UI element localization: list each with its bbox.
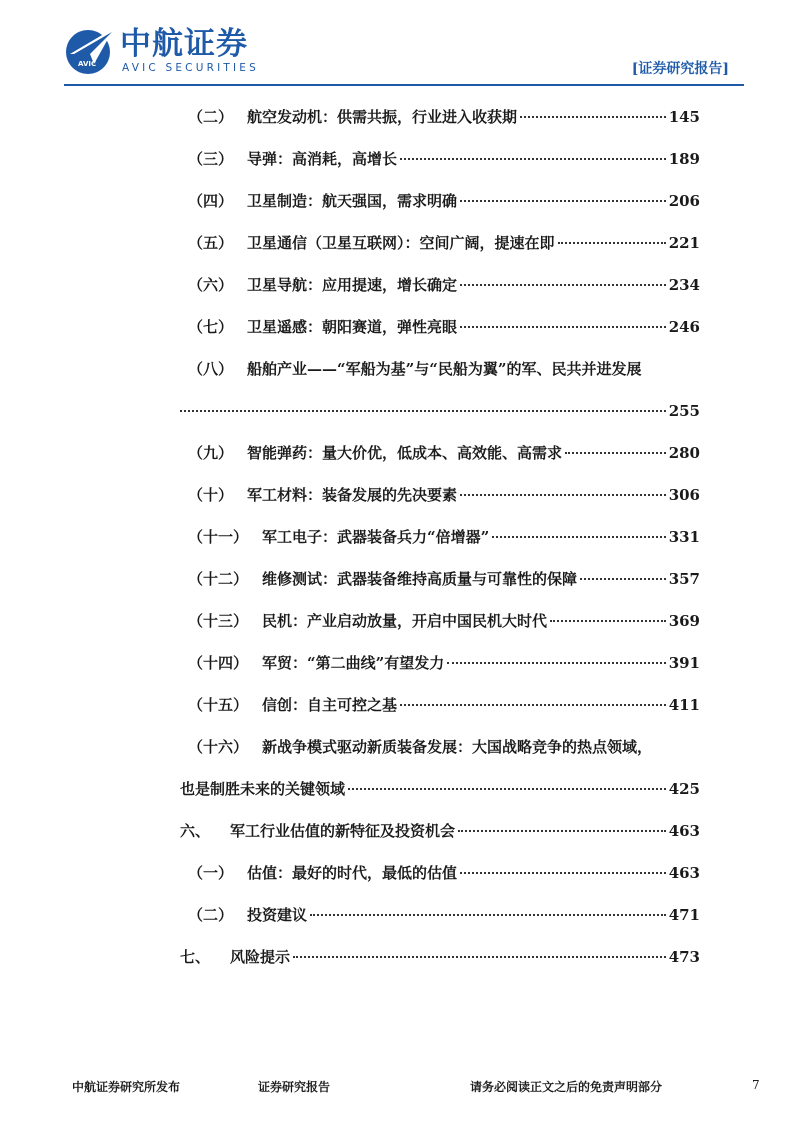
toc-entry[interactable]: [180, 894, 700, 936]
toc-entry[interactable]: [180, 474, 700, 516]
toc-entry-page: 145: [668, 108, 700, 126]
toc-dot-leader: [180, 410, 666, 412]
company-logo: [64, 22, 274, 78]
toc-entry-number: （二）: [188, 906, 234, 924]
toc-entry-number: （六）: [188, 276, 234, 294]
toc-dot-leader: [550, 620, 666, 622]
toc-dot-leader: [520, 116, 666, 118]
toc-entry-title: 船舶产业——“军船为基”与“民船为翼”的军、民共并进发展: [247, 360, 642, 378]
toc-dot-leader: [400, 158, 666, 160]
toc-entry[interactable]: [180, 348, 700, 390]
toc-dot-leader: [565, 452, 666, 454]
toc-entry-number: （十一）: [188, 528, 249, 546]
toc-entry-page: 234: [668, 276, 700, 294]
toc-dot-leader: [460, 284, 666, 286]
toc-dot-leader: [580, 578, 666, 580]
toc-dot-leader: [293, 956, 666, 958]
toc-entry-page: 331: [668, 528, 700, 546]
footer-doc-type: 证券研究报告: [258, 1080, 331, 1094]
toc-dot-leader: [558, 242, 666, 244]
toc-dot-leader: [310, 914, 666, 916]
toc-entry[interactable]: [180, 390, 700, 432]
toc-entry[interactable]: [180, 810, 700, 852]
toc-dot-leader: [447, 662, 665, 664]
toc-dot-leader: [460, 872, 666, 874]
toc-entry-number: （八）: [188, 360, 234, 378]
toc-entry-number: 六、: [180, 822, 211, 840]
toc-entry-number: （十三）: [188, 612, 249, 630]
toc-entry-page: 471: [668, 906, 700, 924]
toc-entry[interactable]: [180, 264, 700, 306]
toc-entry-page: 246: [668, 318, 700, 336]
toc-entry-title: 风险提示: [230, 948, 291, 966]
toc-entry-number: （五）: [188, 234, 234, 252]
toc-entry-page: 189: [668, 150, 700, 168]
toc-entry-page: 473: [668, 948, 700, 966]
toc-entry[interactable]: [180, 138, 700, 180]
toc-entry-number: （一）: [188, 864, 234, 882]
toc-dot-leader: [460, 326, 666, 328]
toc-entry-number: （十二）: [188, 570, 249, 588]
toc-entry-title: 估值：最好的时代，最低的估值: [247, 864, 458, 882]
page-footer: [0, 1072, 802, 1102]
toc-entry-page: 369: [668, 612, 700, 630]
toc-entry-title: 维修测试：武器装备维持高质量与可靠性的保障: [262, 570, 578, 588]
toc-entry-page: 280: [668, 444, 700, 462]
toc-entry-title: 军工电子：武器装备兵力“倍增器”: [262, 528, 490, 546]
toc-dot-leader: [460, 494, 666, 496]
toc-entry-number: （四）: [188, 192, 234, 210]
toc-entry-number: 七、: [180, 948, 211, 966]
toc-dot-leader: [348, 788, 666, 790]
avic-logo-icon: [64, 24, 116, 76]
toc-entry-number: （十五）: [188, 696, 249, 714]
toc-entry-title: 卫星导航：应用提速，增长确定: [247, 276, 458, 294]
toc-entry-page: 463: [668, 864, 700, 882]
toc-entry-page: 221: [668, 234, 700, 252]
toc-entry[interactable]: [180, 768, 700, 810]
toc-entry-title: 卫星制造：航天强国，需求明确: [247, 192, 458, 210]
toc-entry[interactable]: [180, 180, 700, 222]
toc-entry-page: 463: [668, 822, 700, 840]
toc-entry-page: 306: [668, 486, 700, 504]
toc-entry[interactable]: [180, 726, 700, 768]
report-type-tag: [证券研究报告]: [631, 61, 729, 77]
toc-entry[interactable]: [180, 306, 700, 348]
toc-entry-page: 357: [668, 570, 700, 588]
toc-entry-title: 军工行业估值的新特征及投资机会: [230, 822, 456, 840]
toc-entry-title: 也是制胜未来的关键领域: [180, 780, 346, 798]
toc-entry[interactable]: [180, 516, 700, 558]
toc-entry-page: 411: [668, 696, 700, 714]
toc-entry[interactable]: [180, 642, 700, 684]
toc-entry-title: 军工材料：装备发展的先决要素: [247, 486, 458, 504]
toc-dot-leader: [400, 704, 666, 706]
toc-entry-number: （三）: [188, 150, 234, 168]
toc-entry-number: （七）: [188, 318, 234, 336]
toc-entry-title: 投资建议: [247, 906, 308, 924]
toc-entry-title: 卫星遥感：朝阳赛道，弹性亮眼: [247, 318, 458, 336]
toc-entry-page: 255: [668, 402, 700, 420]
toc-entry-number: （十六）: [188, 738, 249, 756]
toc-entry[interactable]: [180, 852, 700, 894]
toc-entry[interactable]: [180, 96, 700, 138]
toc-entry-number: （九）: [188, 444, 234, 462]
toc-entry-title: 智能弹药：量大价优，低成本、高效能、高需求: [247, 444, 563, 462]
toc-entry-page: 425: [668, 780, 700, 798]
toc-entry-title: 军贸：“第二曲线”有望发力: [262, 654, 445, 672]
toc-entry-title: 导弹：高消耗，高增长: [247, 150, 398, 168]
toc-dot-leader: [458, 830, 666, 832]
toc-entry[interactable]: [180, 684, 700, 726]
toc-entry-title: 信创：自主可控之基: [262, 696, 398, 714]
toc-entry[interactable]: [180, 600, 700, 642]
logo-badge-text: AVIC: [78, 60, 97, 68]
toc-dot-leader: [460, 200, 666, 202]
toc-entry-title: 新战争模式驱动新质装备发展：大国战略竞争的热点领域，: [262, 738, 653, 756]
toc-entry[interactable]: [180, 432, 700, 474]
toc-entry[interactable]: [180, 558, 700, 600]
header-divider: [64, 84, 744, 86]
table-of-contents: [180, 96, 700, 978]
footer-disclaimer: 请务必阅读正文之后的免责声明部分: [470, 1080, 663, 1094]
toc-entry-title: 民机：产业启动放量，开启中国民机大时代: [262, 612, 548, 630]
footer-page-number: 7: [752, 1078, 760, 1092]
toc-entry-number: （十四）: [188, 654, 249, 672]
page-header: [0, 0, 802, 92]
toc-dot-leader: [492, 536, 665, 538]
brand-name-cn: 中航证券: [120, 26, 248, 62]
toc-entry-page: 206: [668, 192, 700, 210]
toc-entry-title: 卫星通信（卫星互联网）：空间广阔，提速在即: [247, 234, 555, 252]
toc-entry[interactable]: [180, 936, 700, 978]
toc-entry-number: （二）: [188, 108, 234, 126]
toc-entry-page: 391: [668, 654, 700, 672]
toc-entry[interactable]: [180, 222, 700, 264]
toc-entry-number: （十）: [188, 486, 234, 504]
brand-name-en: AVIC SECURITIES: [122, 62, 259, 74]
footer-publisher: 中航证券研究所发布: [72, 1080, 181, 1094]
toc-entry-title: 航空发动机：供需共振，行业进入收获期: [247, 108, 518, 126]
